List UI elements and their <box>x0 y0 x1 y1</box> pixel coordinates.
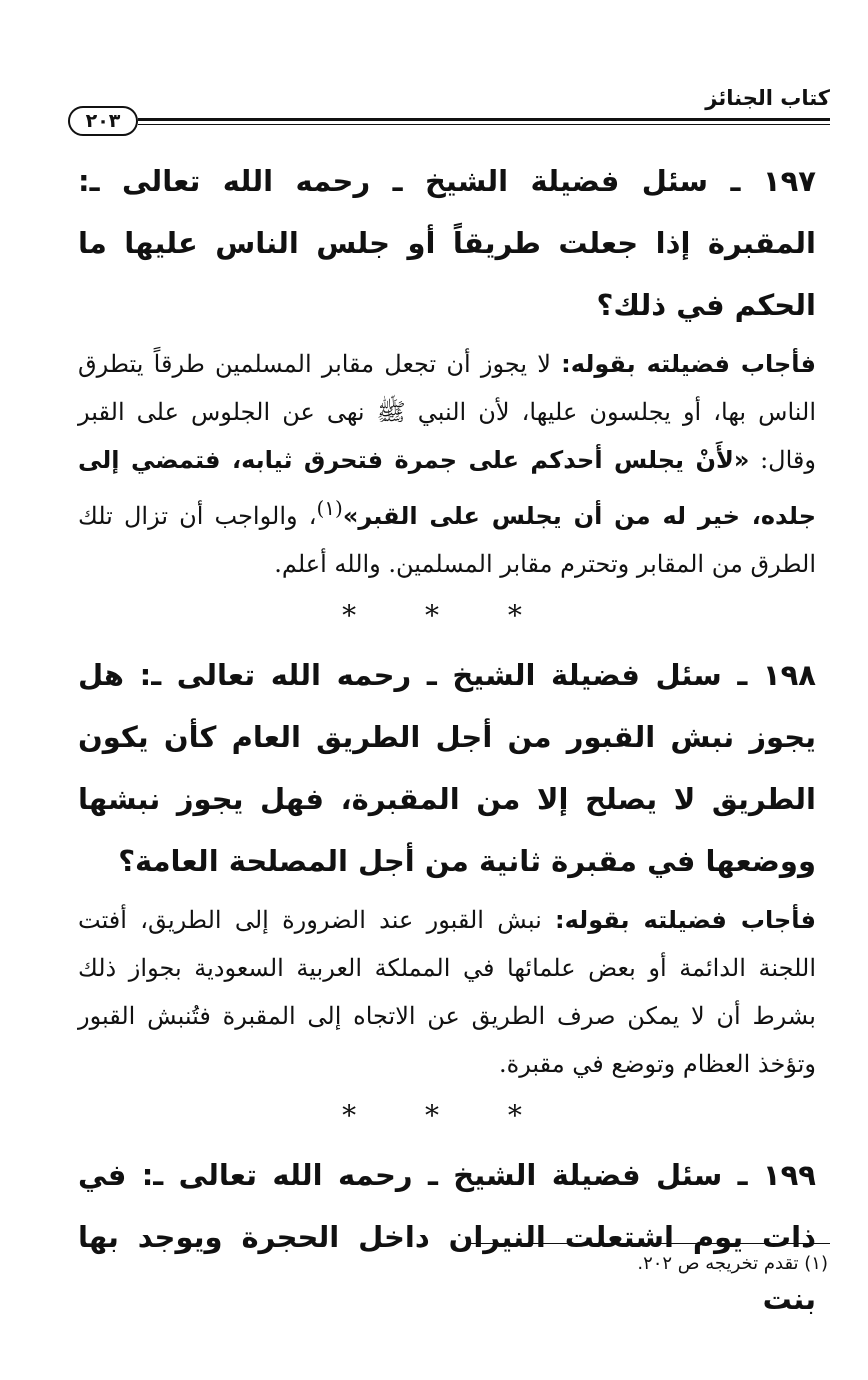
section-separator: * * * <box>342 599 552 632</box>
answer-lead: فأجاب فضيلته بقوله: <box>555 906 816 934</box>
header-rule-thick <box>138 118 830 121</box>
header-rule-thin <box>138 124 830 125</box>
answer-text: نبش القبور عند الضرورة إلى الطريق، أفتت اللجنة الدائمة أو بعض علمائها في المملكة العربية السعودية بجواز ذلك بشرط أن لا يمكن صرف الطريق عن الاتجاه إلى المقبرة فتُنبش القبور وتؤخذ العظام وتوضع في مقبرة. <box>78 906 816 1078</box>
answer-lead: فأجاب فضيلته بقوله: <box>561 350 816 378</box>
hadith-quote: «لأَنْ يجلس أحدكم على جمرة فتحرق ثيابه، فتمضي إلى جلده، خير له من أن يجلس على القبر» <box>78 446 817 530</box>
footnote-reference[interactable]: (١) <box>316 496 343 520</box>
section-separator: * * * <box>342 1099 552 1132</box>
footnote-divider <box>470 1243 830 1244</box>
question-198: ١٩٨ ـ سئل فضيلة الشيخ ـ رحمه الله تعالى ـ: هل يجوز نبش القبور من أجل الطريق العام كأن يكون الطريق لا يصلح إلا من المقبرة، فهل يجوز نبشها ووضعها في مقبرة ثانية من أجل المصلحة العامة؟ <box>78 658 816 878</box>
page-number: ٢٠٣ <box>68 106 138 136</box>
answer-197 <box>78 340 816 588</box>
answer-text-continued: ، والواجب أن تزال تلك الطرق من المقابر وتحترم مقابر المسلمين. والله أعلم. <box>78 502 816 578</box>
running-title: كتاب الجنائز <box>705 86 830 110</box>
question-199: ١٩٩ ـ سئل فضيلة الشيخ ـ رحمه الله تعالى ـ: في ذات يوم اشتعلت النيران داخل الحجرة ويوجد بها بنت <box>78 1158 816 1316</box>
question-197: ١٩٧ ـ سئل فضيلة الشيخ ـ رحمه الله تعالى ـ: المقبرة إذا جعلت طريقاً أو جلس الناس عليها ما الحكم في ذلك؟ <box>78 164 816 322</box>
page-header <box>68 82 830 132</box>
footnote: (١) تقدم تخريجه ص ٢٠٢. <box>637 1253 828 1274</box>
answer-text: لا يجوز أن تجعل مقابر المسلمين طرقاً يتطرق الناس بها، أو يجلسون عليها، لأن النبي ﷺ نهى عن الجلوس على القبر وقال: <box>78 350 816 474</box>
answer-198 <box>78 896 816 1088</box>
page-body <box>78 150 816 1330</box>
